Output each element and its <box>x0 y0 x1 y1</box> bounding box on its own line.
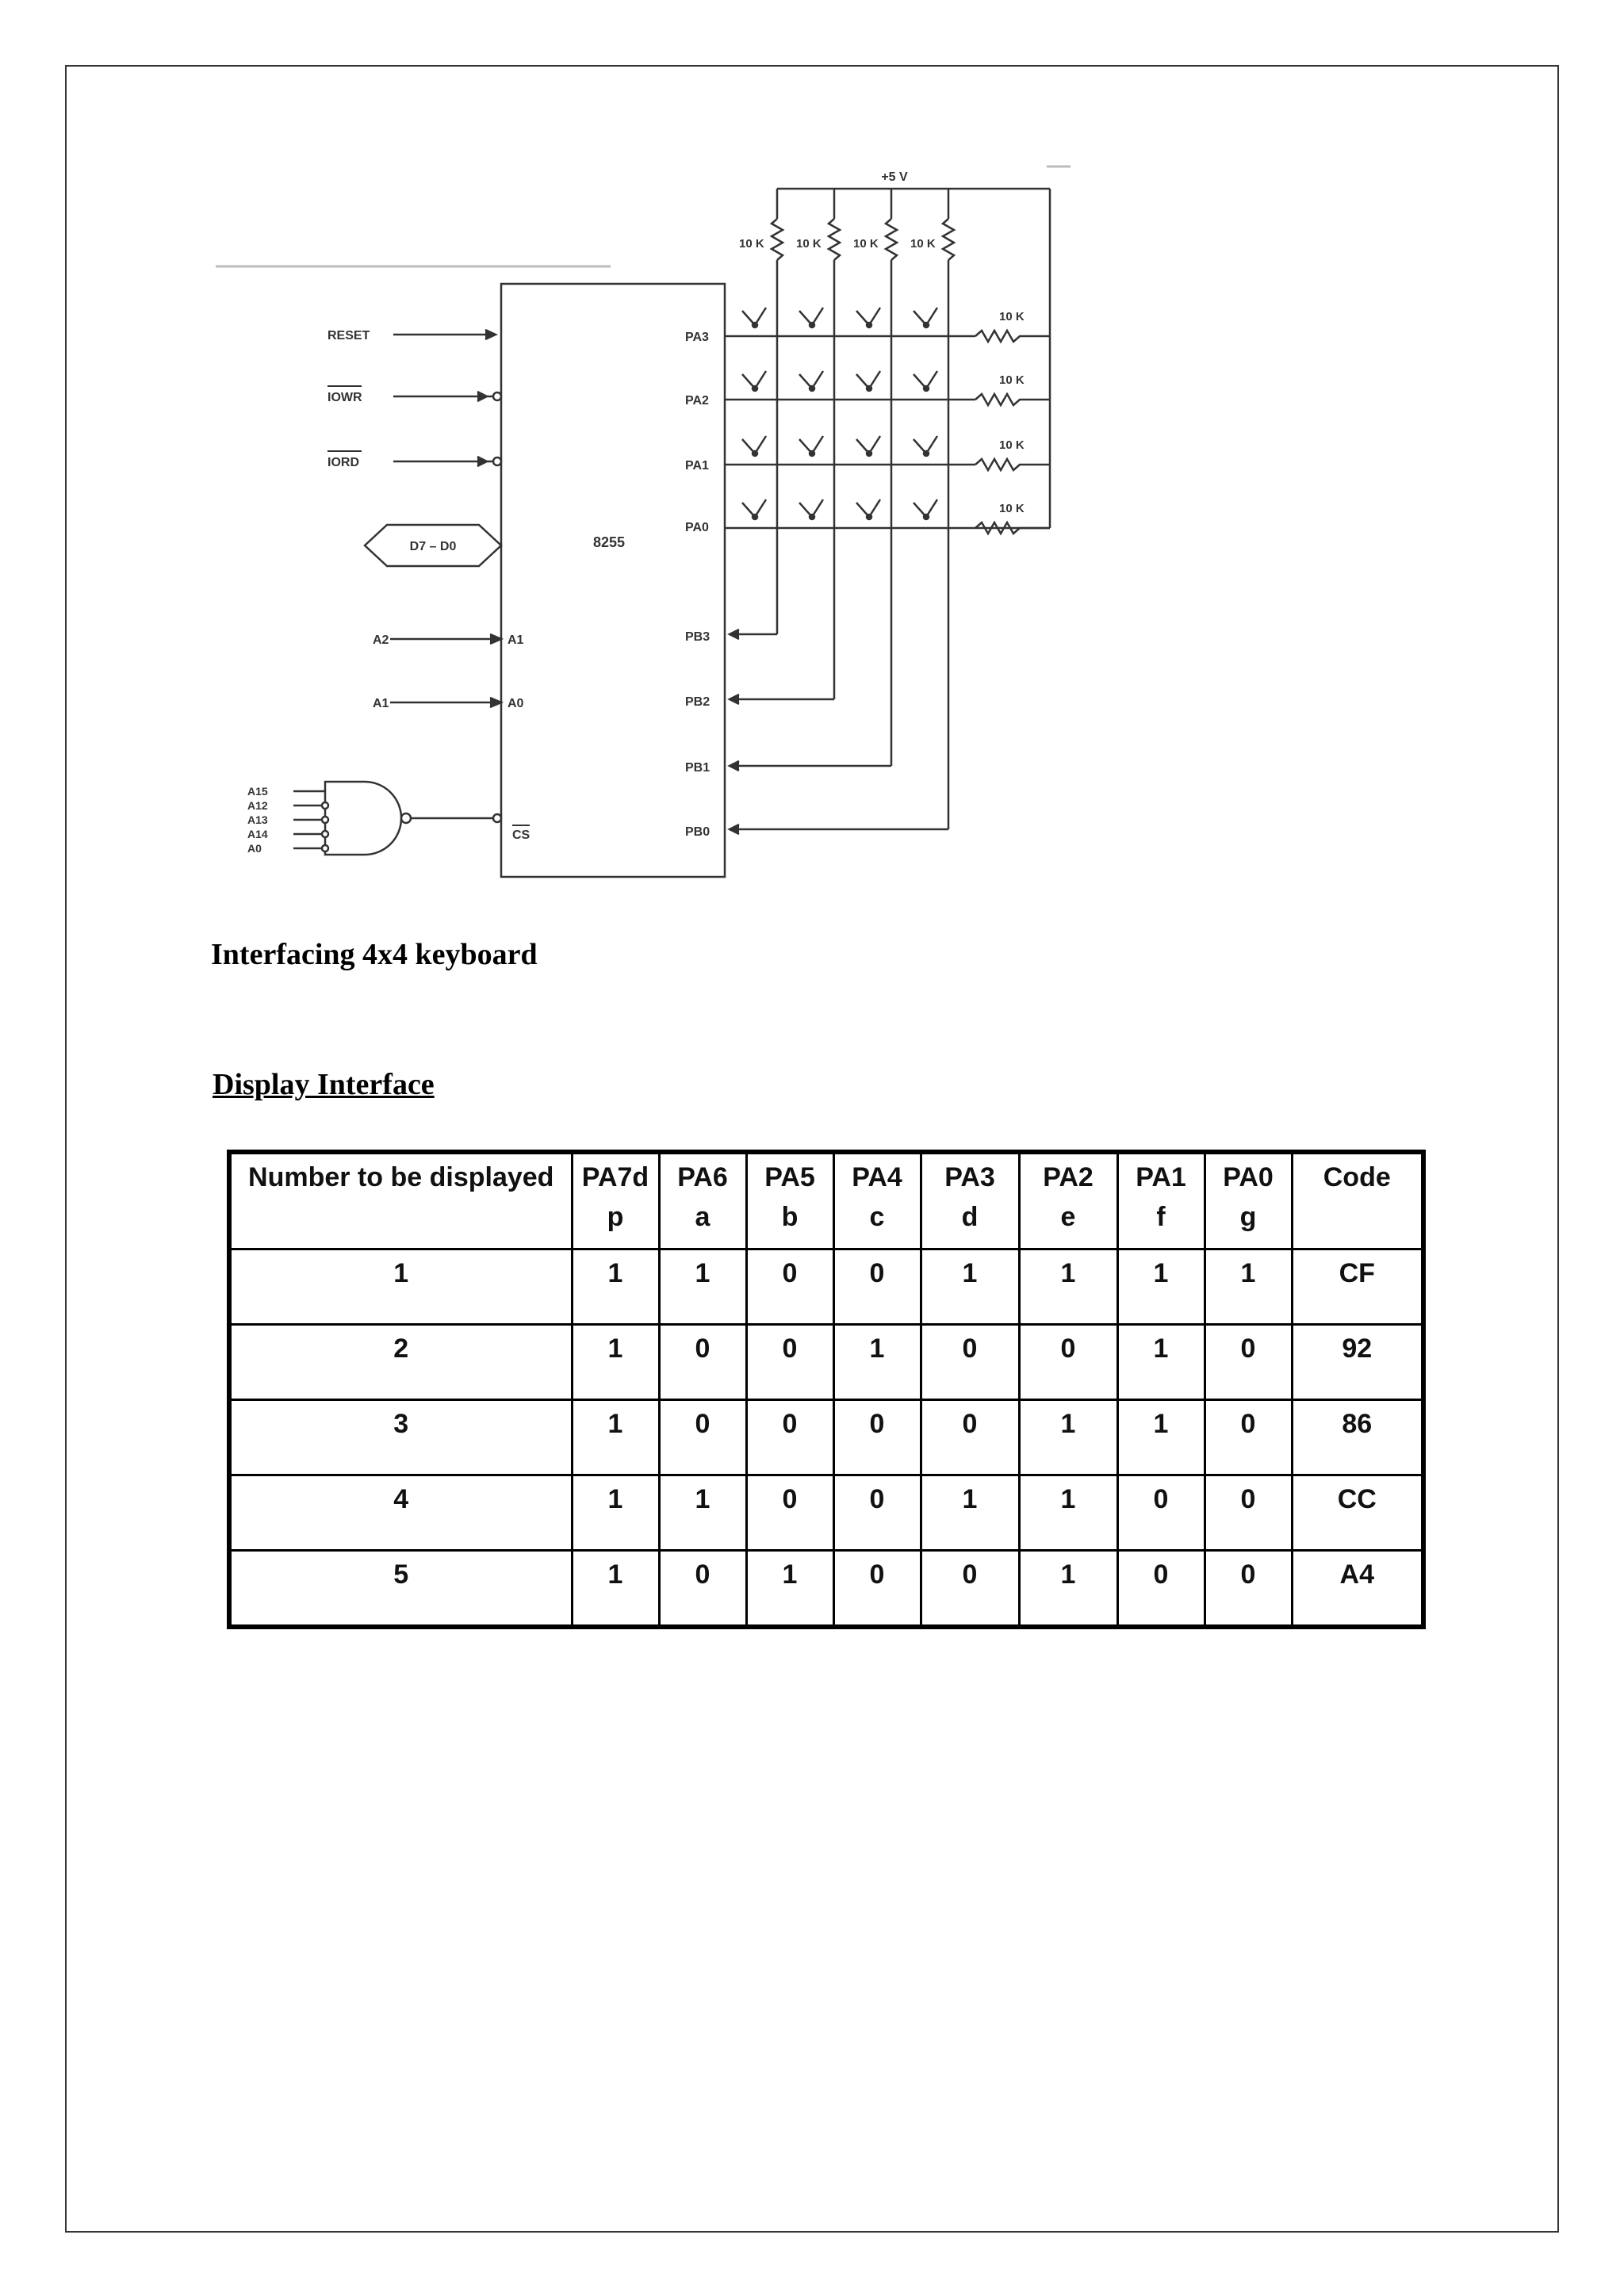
keyboard-interface-circuit <box>206 143 1094 904</box>
key-switch-matrix <box>742 308 937 519</box>
chip-label: 8255 <box>592 534 626 550</box>
table-cell: 1 <box>1019 1551 1117 1628</box>
address-source-label: A2 <box>373 633 389 647</box>
section-heading: Display Interface <box>213 1068 435 1101</box>
table-cell: 5 <box>229 1551 572 1628</box>
table-cell: 1 <box>921 1475 1019 1551</box>
address-source-label: A1 <box>373 697 389 710</box>
table-cell: 0 <box>1019 1325 1117 1400</box>
table-cell: 1 <box>229 1249 572 1325</box>
pb-pin-label: PB3 <box>685 630 710 644</box>
pa-pin-label: PA0 <box>685 521 709 534</box>
table-header-row <box>229 1152 1423 1249</box>
address-pin-label: A1 <box>508 633 524 647</box>
table-row <box>229 1475 1423 1551</box>
table-cell: 0 <box>659 1551 746 1628</box>
table-cell: 1 <box>572 1249 659 1325</box>
table-cell: 1 <box>1019 1400 1117 1475</box>
cs-pin-label: CS <box>512 828 530 842</box>
pa-pin-label: PA1 <box>685 459 709 473</box>
table-cell: 0 <box>746 1400 833 1475</box>
table-cell: 4 <box>229 1475 572 1551</box>
table-cell: 0 <box>659 1325 746 1400</box>
table-cell: 1 <box>1205 1249 1292 1325</box>
table-row <box>229 1551 1423 1628</box>
table-cell: 1 <box>572 1325 659 1400</box>
table-cell: 0 <box>1205 1475 1292 1551</box>
column-header: PA3 d <box>921 1152 1019 1249</box>
table-cell: CC <box>1292 1475 1423 1551</box>
table-cell: 1 <box>572 1551 659 1628</box>
table-row <box>229 1400 1423 1475</box>
column-header: PA5 b <box>746 1152 833 1249</box>
table-cell: 0 <box>921 1325 1019 1400</box>
table-cell: 0 <box>833 1551 921 1628</box>
data-bus-label: D7 – D0 <box>409 540 457 553</box>
table-cell: 0 <box>1117 1475 1205 1551</box>
table-cell: 3 <box>229 1400 572 1475</box>
table-cell: 1 <box>1117 1249 1205 1325</box>
table-cell: 1 <box>1117 1400 1205 1475</box>
pa-pin-label: PA2 <box>685 394 709 408</box>
table-cell: 0 <box>746 1475 833 1551</box>
resistor-label: 10 K <box>853 237 879 251</box>
table-cell: 1 <box>572 1475 659 1551</box>
table-cell: 86 <box>1292 1400 1423 1475</box>
table-cell: 1 <box>659 1475 746 1551</box>
resistor-label: 10 K <box>796 237 822 251</box>
gate-input-label: A13 <box>247 813 268 826</box>
chip-8255-body <box>501 284 725 877</box>
table-cell: 1 <box>833 1325 921 1400</box>
table-cell: 0 <box>921 1400 1019 1475</box>
iowr-input-label: IOWR <box>327 391 362 404</box>
table-row <box>229 1249 1423 1325</box>
pb-pin-label: PB0 <box>685 825 710 839</box>
iord-input-label: IORD <box>327 456 359 469</box>
table-cell: 0 <box>746 1325 833 1400</box>
table-cell: 1 <box>659 1249 746 1325</box>
column-header: PA2 e <box>1019 1152 1117 1249</box>
table-cell: 0 <box>833 1475 921 1551</box>
resistor-label: 10 K <box>910 237 936 251</box>
column-header: Code <box>1292 1152 1423 1249</box>
table-cell: A4 <box>1292 1551 1423 1628</box>
table-cell: 0 <box>1117 1551 1205 1628</box>
seven-segment-code-table <box>227 1150 1426 1629</box>
figure-caption: Interfacing 4x4 keyboard <box>211 938 538 971</box>
table-cell: 1 <box>1019 1249 1117 1325</box>
column-header: PA4 c <box>833 1152 921 1249</box>
table-cell: 0 <box>833 1249 921 1325</box>
table-cell: 0 <box>659 1400 746 1475</box>
table-cell: 1 <box>1117 1325 1205 1400</box>
table-cell: 0 <box>746 1249 833 1325</box>
table-cell: 0 <box>921 1551 1019 1628</box>
resistor-label: 10 K <box>999 310 1025 323</box>
address-pin-label: A0 <box>508 697 524 710</box>
column-header: PA0 g <box>1205 1152 1292 1249</box>
resistor-label: 10 K <box>999 438 1025 452</box>
nand-gate <box>325 782 401 855</box>
table-cell: 1 <box>572 1400 659 1475</box>
table-cell: CF <box>1292 1249 1423 1325</box>
table-cell: 0 <box>1205 1400 1292 1475</box>
column-header: PA6 a <box>659 1152 746 1249</box>
table-cell: 1 <box>746 1551 833 1628</box>
table-cell: 0 <box>1205 1325 1292 1400</box>
gate-input-label: A15 <box>247 785 268 798</box>
pb-pin-label: PB2 <box>685 695 710 709</box>
resistor-label: 10 K <box>999 502 1025 515</box>
column-header: PA7d p <box>572 1152 659 1249</box>
pb-pin-label: PB1 <box>685 761 710 775</box>
gate-input-label: A14 <box>247 828 268 840</box>
table-cell: 92 <box>1292 1325 1423 1400</box>
table-cell: 0 <box>833 1400 921 1475</box>
table-row <box>229 1325 1423 1400</box>
column-header: PA1 f <box>1117 1152 1205 1249</box>
supply-label: +5 V <box>881 170 908 184</box>
column-header: Number to be displayed <box>229 1152 572 1249</box>
resistor-label: 10 K <box>739 237 764 251</box>
reset-input-label: RESET <box>327 329 370 342</box>
gate-input-label: A0 <box>247 842 262 855</box>
table-cell: 1 <box>1019 1475 1117 1551</box>
table-cell: 2 <box>229 1325 572 1400</box>
pa-pin-label: PA3 <box>685 331 709 344</box>
gate-input-label: A12 <box>247 799 268 812</box>
table-cell: 0 <box>1205 1551 1292 1628</box>
resistor-label: 10 K <box>999 373 1025 387</box>
table-cell: 1 <box>921 1249 1019 1325</box>
